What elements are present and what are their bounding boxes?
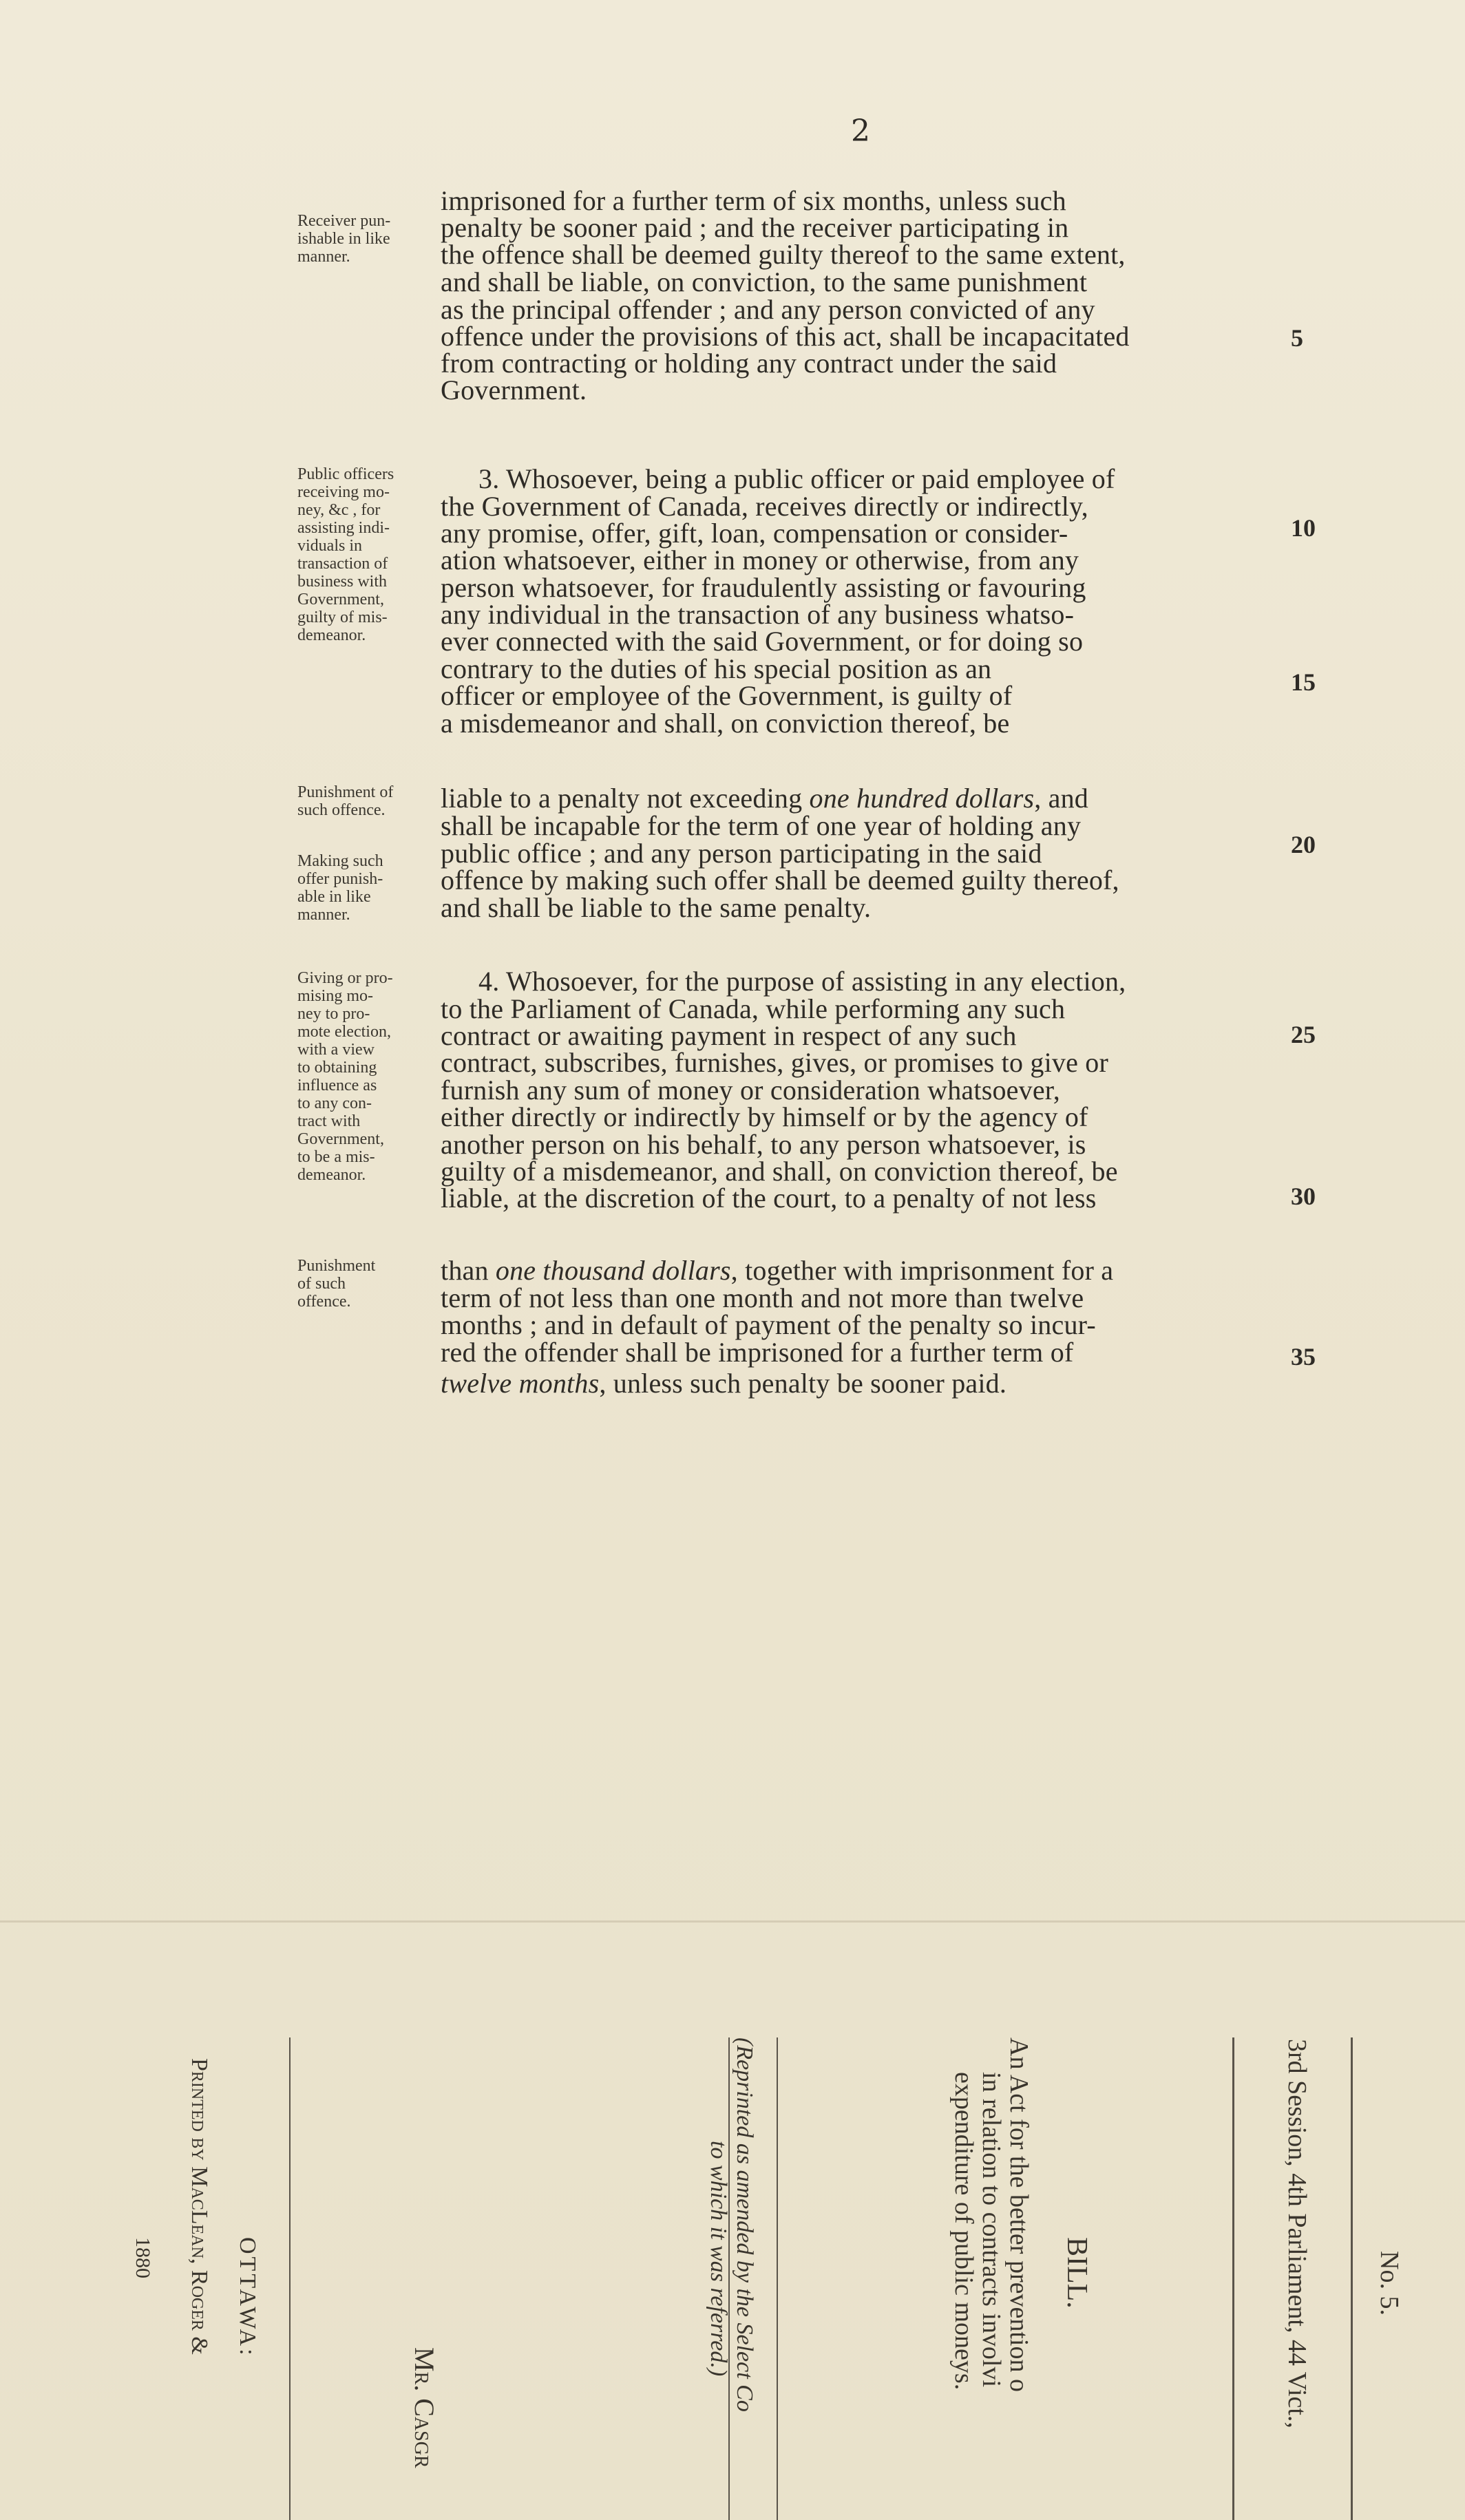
cover-year: 1880 bbox=[131, 2237, 154, 2278]
body-line: the offence shall be deemed guilty thereof to the same extent, bbox=[441, 239, 1126, 270]
body-line: officer or employee of the Government, is guilty of bbox=[441, 680, 1013, 711]
cover-title: An Act for the better prevention o in relation to contracts involvi expenditure of public moneys. bbox=[949, 2037, 1033, 2392]
body-line: either directly or indirectly by himself or by the agency of bbox=[441, 1101, 1088, 1132]
cover-rule bbox=[777, 2037, 778, 2520]
body-line: liable, at the discretion of the court, to a penalty of not less bbox=[441, 1183, 1097, 1214]
body-line: another person on his behalf, to any person whatsoever, is bbox=[441, 1129, 1086, 1160]
body-line: than one thousand dollars, together with imprisonment for a bbox=[441, 1255, 1114, 1286]
body-line: offence by making such offer shall be deemed guilty thereof, bbox=[441, 865, 1119, 896]
marginal-note-punishment-2: Punishment of such offence. bbox=[297, 1257, 376, 1311]
body-line: to the Parliament of Canada, while performing any such bbox=[441, 993, 1066, 1024]
body-line: twelve months, unless such penalty be sooner paid. bbox=[441, 1368, 1007, 1399]
body-line: ever connected with the said Government, or for doing so bbox=[441, 626, 1084, 657]
body-line: a misdemeanor and shall, on conviction thereof, be bbox=[441, 708, 1010, 739]
cover-city: OTTAWA: bbox=[235, 2237, 260, 2358]
body-line: ation whatsoever, either in money or otherwise, from any bbox=[441, 544, 1079, 575]
body-line: offence under the provisions of this act, shall be incapacitated bbox=[441, 321, 1130, 352]
body-line: any individual in the transaction of any business whatso- bbox=[441, 599, 1075, 630]
line-number: 35 bbox=[1291, 1343, 1316, 1370]
fold-line bbox=[0, 1920, 1465, 1923]
body-line: guilty of a misdemeanor, and shall, on conviction thereof, be bbox=[441, 1156, 1118, 1187]
body-line: imprisoned for a further term of six months, unless such bbox=[441, 185, 1066, 216]
body-line: any promise, offer, gift, loan, compensation or consider- bbox=[441, 518, 1068, 549]
marginal-note-public-officers: Public officers receiving mo- ney, &c , for assisting indi- viduals in transaction of business with Government, guilty of mis- demeanor. bbox=[297, 465, 394, 644]
body-line: Government. bbox=[441, 374, 587, 405]
marginal-note-giving-money: Giving or pro- mising mo- ney to pro- mote election, with a view to obtaining influence as to any con- tract with Government, to be a mis- demeanor. bbox=[297, 969, 393, 1184]
body-line: and shall be liable to the same penalty. bbox=[441, 892, 872, 923]
cover-session: 3rd Session, 4th Parliament, 44 Vict., bbox=[1283, 2039, 1311, 2428]
cover-bill-heading: BILL. bbox=[1061, 2237, 1093, 2309]
body-line: person whatsoever, for fraudulently assisting or favouring bbox=[441, 572, 1086, 603]
body-line: furnish any sum of money or consideration whatsoever, bbox=[441, 1074, 1060, 1105]
body-line: penalty be sooner paid ; and the receiver participating in bbox=[441, 212, 1069, 243]
body-line: shall be incapable for the term of one year of holding any bbox=[441, 810, 1082, 841]
marginal-note-punishment-1: Punishment of such offence. bbox=[297, 783, 394, 819]
body-line: the Government of Canada, receives directly or indirectly, bbox=[441, 491, 1088, 522]
line-number: 25 bbox=[1291, 1021, 1316, 1048]
body-line: contract or awaiting payment in respect of any such bbox=[441, 1020, 1017, 1051]
line-number: 10 bbox=[1291, 514, 1316, 542]
body-line: 4. Whosoever, for the purpose of assisting in any election, bbox=[478, 966, 1126, 997]
cover-rule bbox=[1232, 2037, 1234, 2520]
line-number: 5 bbox=[1291, 324, 1303, 352]
marginal-note-making-offer: Making such offer punish- able in like manner. bbox=[297, 852, 383, 924]
body-line: 3. Whosoever, being a public officer or paid employee of bbox=[478, 463, 1115, 494]
line-number: 30 bbox=[1291, 1183, 1316, 1210]
cover-sponsor: Mr. Casgr bbox=[409, 2347, 440, 2468]
body-line: contrary to the duties of his special position as an bbox=[441, 653, 992, 684]
body-line: term of not less than one month and not more than twelve bbox=[441, 1282, 1084, 1313]
body-line: contract, subscribes, furnishes, gives, or promises to give or bbox=[441, 1047, 1108, 1078]
cover-number: No. 5. bbox=[1375, 2251, 1404, 2316]
body-line: months ; and in default of payment of the penalty so incur- bbox=[441, 1309, 1096, 1340]
cover-printer: Printed by MacLean, Roger & bbox=[187, 2058, 212, 2355]
cover-rule bbox=[1351, 2037, 1353, 2520]
cover-reprint-note: (Reprinted as amended by the Select Co to which it was referred.) bbox=[706, 2037, 757, 2412]
cover-rule bbox=[289, 2037, 291, 2520]
body-line: from contracting or holding any contract under the said bbox=[441, 348, 1057, 379]
marginal-note-receiver: Receiver pun- ishable in like manner. bbox=[297, 212, 391, 266]
body-line: public office ; and any person participating in the said bbox=[441, 838, 1042, 869]
line-number: 15 bbox=[1291, 668, 1316, 696]
body-line: as the principal offender ; and any person convicted of any bbox=[441, 294, 1095, 325]
body-line: red the offender shall be imprisoned for a further term of bbox=[441, 1337, 1074, 1368]
page-number: 2 bbox=[851, 114, 870, 149]
body-line: liable to a penalty not exceeding one hundred dollars, and bbox=[441, 783, 1089, 814]
body-line: and shall be liable, on conviction, to the same punishment bbox=[441, 266, 1088, 297]
line-number: 20 bbox=[1291, 831, 1316, 858]
